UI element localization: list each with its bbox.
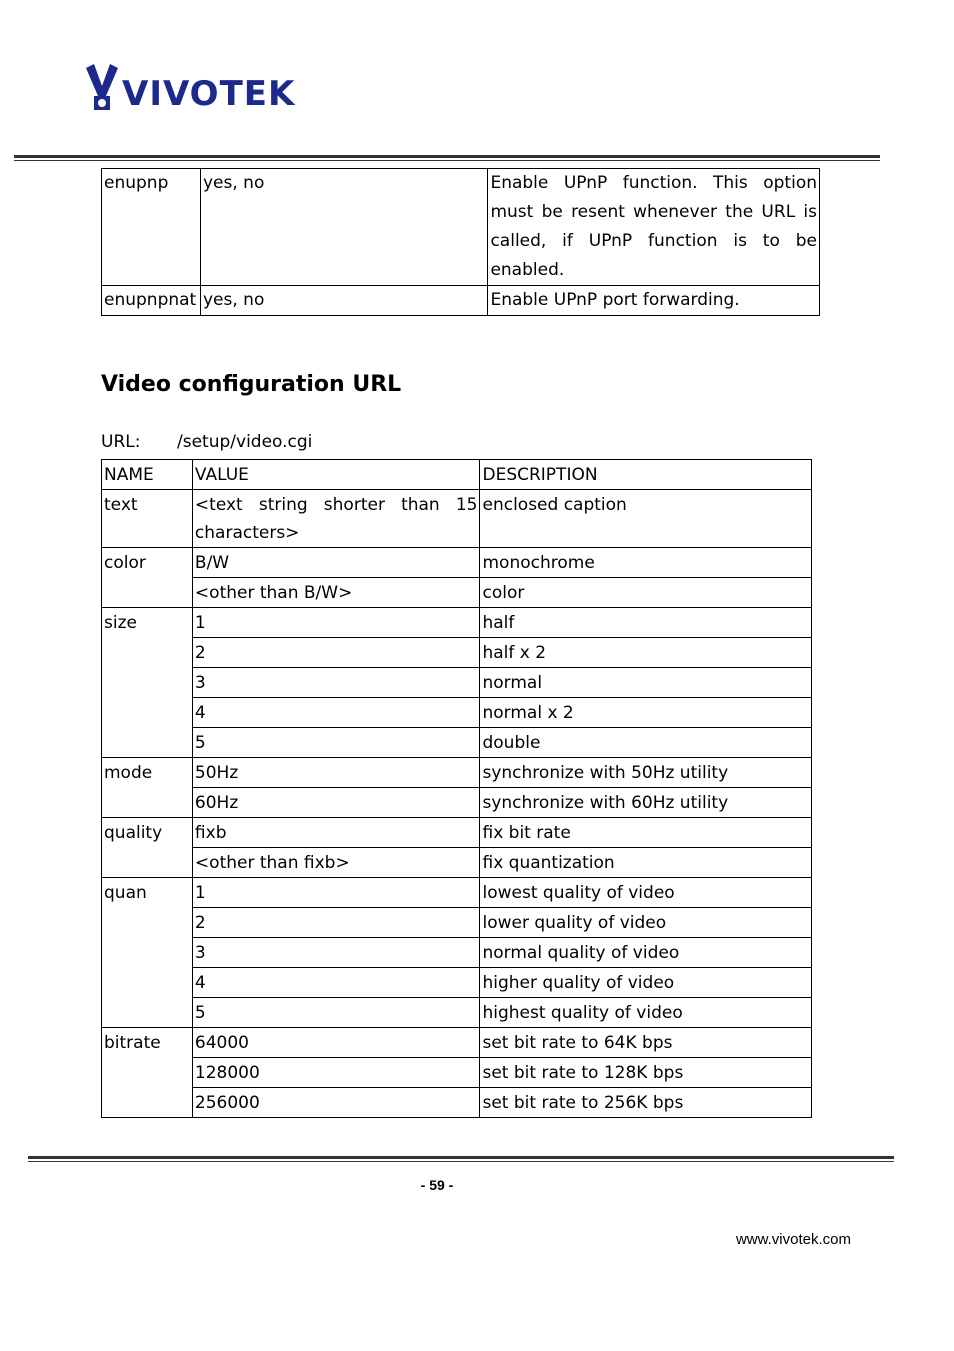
param-description: fix quantization xyxy=(480,848,812,878)
param-value: 2 xyxy=(192,638,480,668)
param-value: 2 xyxy=(192,908,480,938)
param-name: quan xyxy=(102,878,193,1028)
param-value: 1 xyxy=(192,608,480,638)
table-header-row xyxy=(102,460,812,490)
param-name: size xyxy=(102,608,193,758)
table-row xyxy=(102,698,812,728)
param-description: monochrome xyxy=(480,548,812,578)
url-line xyxy=(101,432,313,452)
param-description: set bit rate to 64K bps xyxy=(480,1028,812,1058)
param-description: normal x 2 xyxy=(480,698,812,728)
param-value: yes, no xyxy=(200,286,487,316)
param-description: Enable UPnP port forwarding. xyxy=(488,286,820,316)
param-description: set bit rate to 256K bps xyxy=(480,1088,812,1118)
camera-logo-icon xyxy=(84,62,124,114)
param-description: normal quality of video xyxy=(480,938,812,968)
param-description: lower quality of video xyxy=(480,908,812,938)
upnp-parameter-table xyxy=(101,168,820,316)
table-row xyxy=(102,668,812,698)
param-name: text xyxy=(102,490,193,548)
param-description: set bit rate to 128K bps xyxy=(480,1058,812,1088)
footer-rule xyxy=(28,1156,894,1159)
param-value: 64000 xyxy=(192,1028,480,1058)
header-rule-thin xyxy=(14,160,880,161)
section-title: Video configuration URL xyxy=(101,372,402,397)
param-description: higher quality of video xyxy=(480,968,812,998)
param-value: 3 xyxy=(192,938,480,968)
param-value: 4 xyxy=(192,698,480,728)
table-row xyxy=(102,818,812,848)
page-number: - 59 - xyxy=(420,1177,454,1193)
param-name: quality xyxy=(102,818,193,878)
param-description: synchronize with 60Hz utility xyxy=(480,788,812,818)
table-row xyxy=(102,490,812,548)
url-label: URL: xyxy=(101,432,141,452)
table-row xyxy=(102,998,812,1028)
website-url: www.vivotek.com xyxy=(735,1231,851,1248)
param-value: <other than B/W> xyxy=(192,578,480,608)
table-row xyxy=(102,169,820,286)
param-value: <other than fixb> xyxy=(192,848,480,878)
param-value: <text string shorter than 15 characters> xyxy=(192,490,480,548)
table-row xyxy=(102,938,812,968)
logo-text: VIVOTEK xyxy=(122,74,296,114)
param-description: fix bit rate xyxy=(480,818,812,848)
param-value: B/W xyxy=(192,548,480,578)
param-value: 5 xyxy=(192,998,480,1028)
param-description: color xyxy=(480,578,812,608)
param-description: double xyxy=(480,728,812,758)
param-value: 5 xyxy=(192,728,480,758)
table-row xyxy=(102,848,812,878)
param-value: 3 xyxy=(192,668,480,698)
param-name: color xyxy=(102,548,193,608)
vivotek-logo xyxy=(84,62,294,114)
footer-rule-thin xyxy=(28,1161,894,1162)
table-row xyxy=(102,1028,812,1058)
header-rule xyxy=(14,155,880,158)
param-value: 256000 xyxy=(192,1088,480,1118)
header-name: NAME xyxy=(102,460,193,490)
table-row xyxy=(102,878,812,908)
table-row xyxy=(102,578,812,608)
param-value: 1 xyxy=(192,878,480,908)
param-value: fixb xyxy=(192,818,480,848)
table-row xyxy=(102,608,812,638)
table-row xyxy=(102,548,812,578)
header-value: VALUE xyxy=(192,460,480,490)
param-name: bitrate xyxy=(102,1028,193,1118)
table-row xyxy=(102,1088,812,1118)
video-parameter-table xyxy=(101,459,812,1118)
param-value: yes, no xyxy=(200,169,487,286)
table-row xyxy=(102,728,812,758)
param-value: 4 xyxy=(192,968,480,998)
param-value: 128000 xyxy=(192,1058,480,1088)
header-description: DESCRIPTION xyxy=(480,460,812,490)
param-name: enupnpnat xyxy=(102,286,201,316)
param-description: half xyxy=(480,608,812,638)
table-row xyxy=(102,788,812,818)
table-row xyxy=(102,908,812,938)
param-description: lowest quality of video xyxy=(480,878,812,908)
param-name: enupnp xyxy=(102,169,201,286)
table-row xyxy=(102,758,812,788)
url-value: /setup/video.cgi xyxy=(177,432,313,452)
table-row xyxy=(102,286,820,316)
param-name: mode xyxy=(102,758,193,818)
table-row xyxy=(102,968,812,998)
param-description: normal xyxy=(480,668,812,698)
param-description: highest quality of video xyxy=(480,998,812,1028)
table-row xyxy=(102,1058,812,1088)
param-value: 60Hz xyxy=(192,788,480,818)
param-description: Enable UPnP function. This option must be resent whenever the URL is called, if UPnP function is to be enabled. xyxy=(488,169,820,286)
param-description: enclosed caption xyxy=(480,490,812,548)
param-description: synchronize with 50Hz utility xyxy=(480,758,812,788)
table-row xyxy=(102,638,812,668)
param-description: half x 2 xyxy=(480,638,812,668)
param-value: 50Hz xyxy=(192,758,480,788)
